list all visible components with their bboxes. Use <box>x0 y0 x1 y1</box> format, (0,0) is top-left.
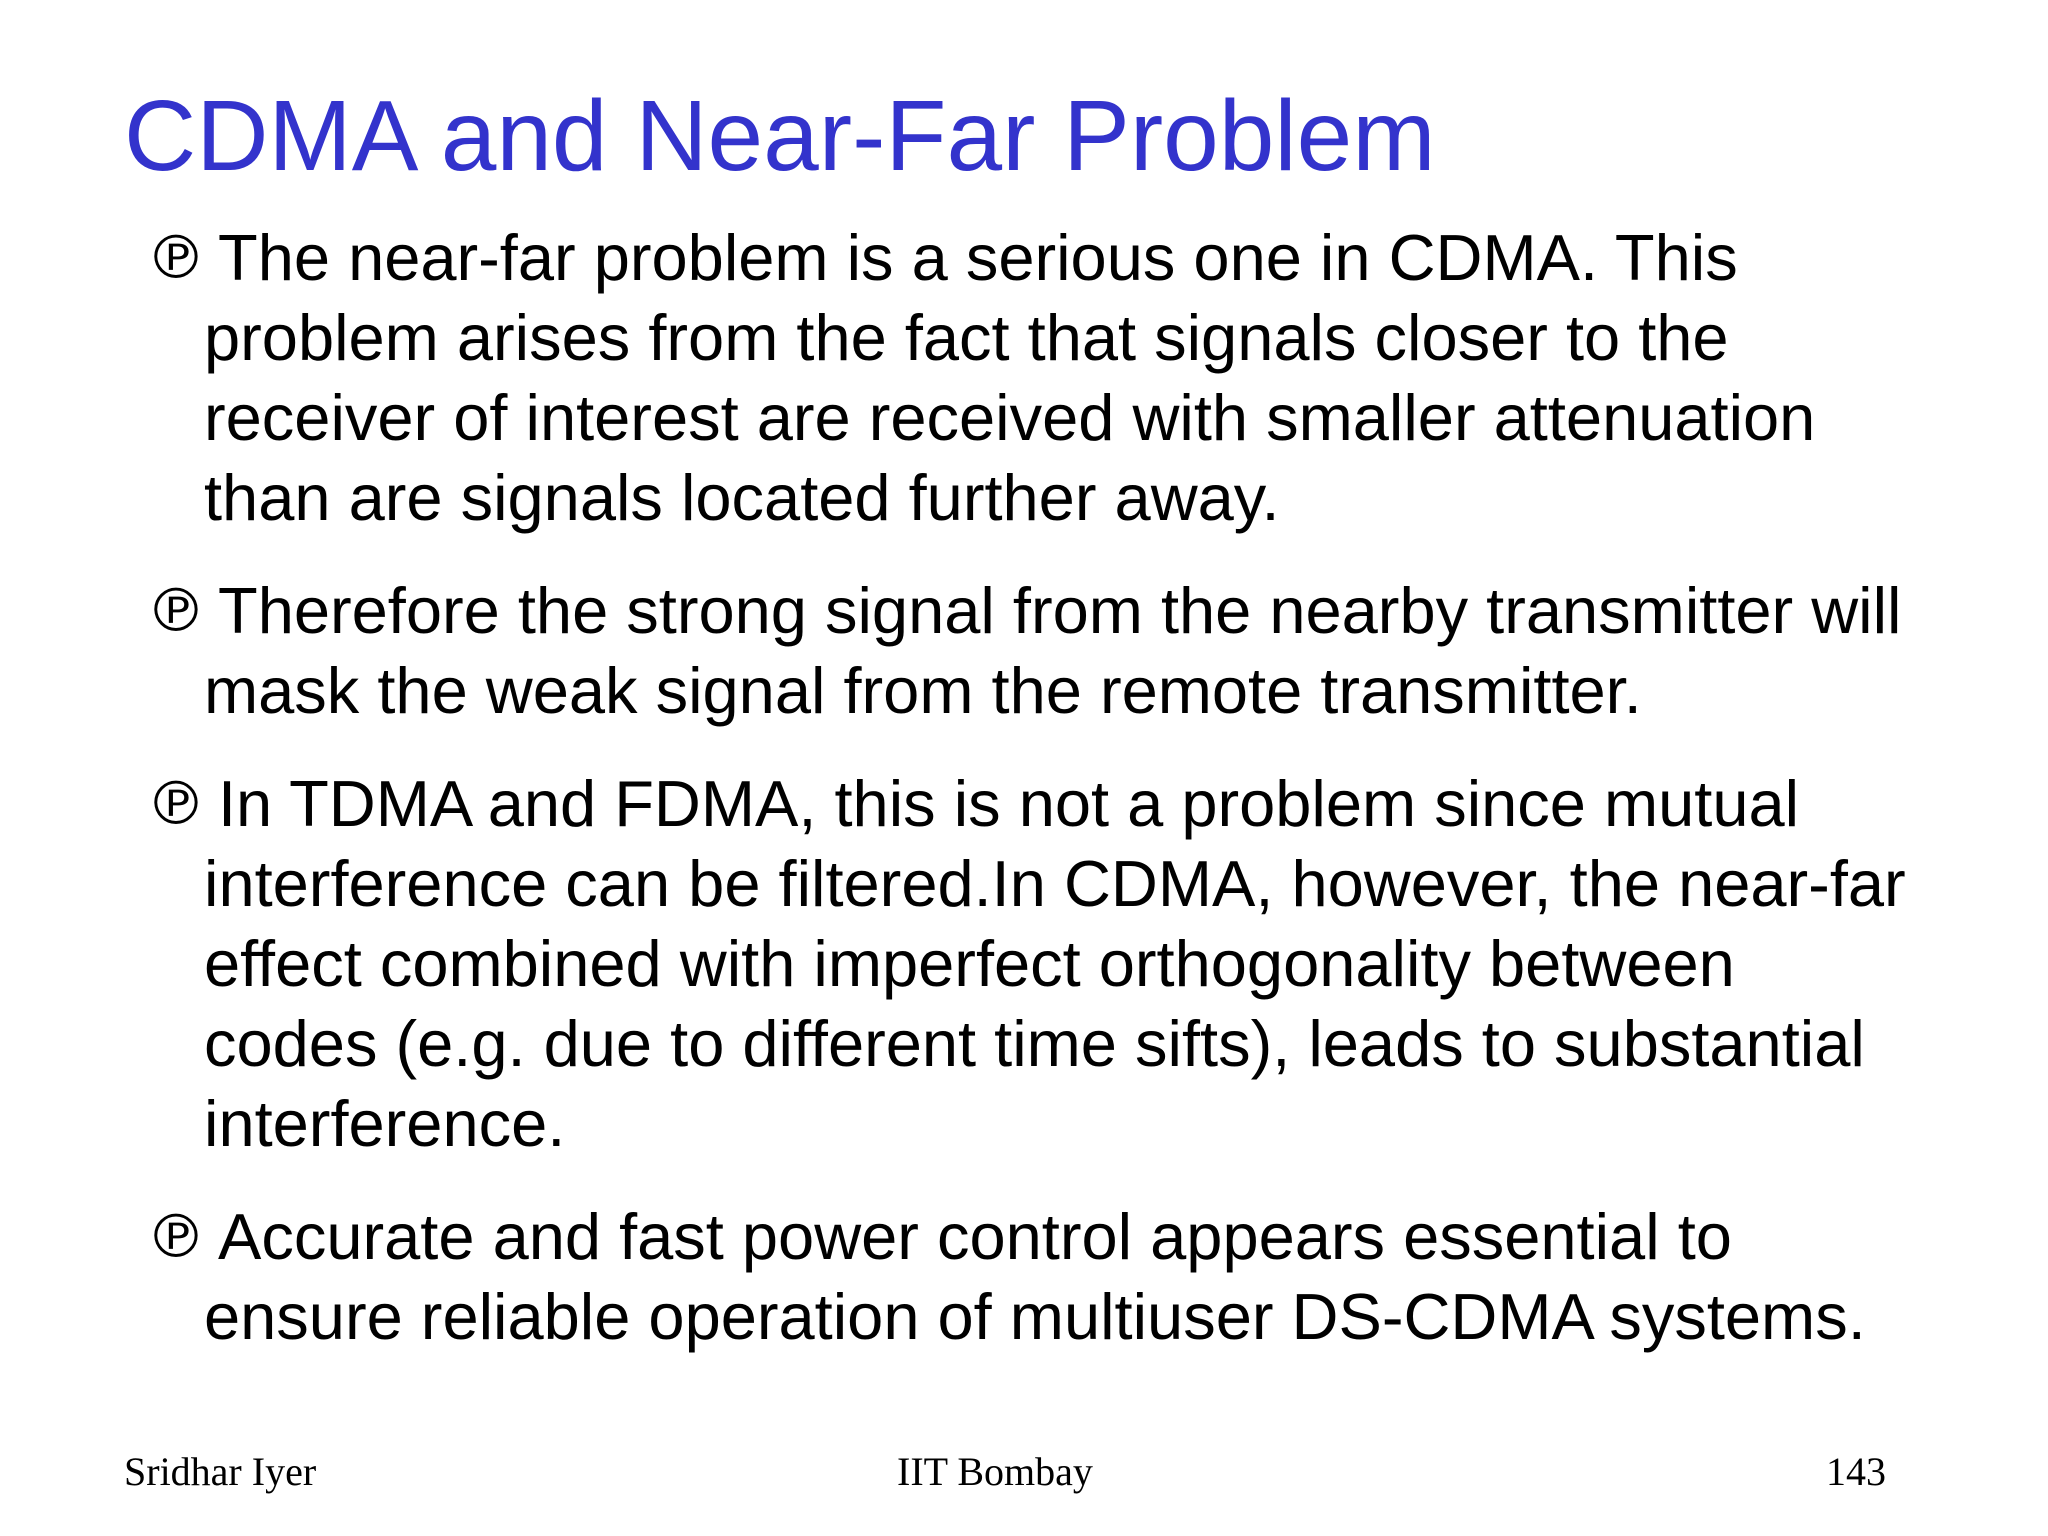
bullet-line: problem arises from the fact that signals closer to the <box>204 301 1729 374</box>
bullet-line: Therefore the strong signal from the nearby transmitter will <box>218 574 1902 647</box>
bullet-line: In TDMA and FDMA, this is not a problem since mutual <box>218 767 1800 840</box>
slide-title: CDMA and Near-Far Problem <box>124 80 1436 192</box>
bullet-line: ensure reliable operation of multiuser DS-CDMA systems. <box>204 1280 1866 1353</box>
bullet-marker-icon: ℗ <box>146 1202 206 1272</box>
bullet-text <box>204 571 1966 731</box>
footer-author: Sridhar Iyer <box>124 1449 317 1494</box>
bullet-line: Accurate and fast power control appears essential to <box>218 1200 1732 1273</box>
page-number: 143 <box>1826 1449 1886 1494</box>
bullet-text <box>204 218 1966 538</box>
bullet-line: effect combined with imperfect orthogonality between <box>204 927 1735 1000</box>
bullet-item <box>146 1197 1966 1357</box>
bullet-text <box>204 1197 1966 1357</box>
footer-institution: IIT Bombay <box>897 1449 1093 1494</box>
bullet-marker-icon: ℗ <box>146 576 206 646</box>
bullet-line: interference can be filtered.In CDMA, however, the near-far <box>204 847 1906 920</box>
bullet-marker-icon: ℗ <box>146 223 206 293</box>
bullet-marker-icon: ℗ <box>146 769 206 839</box>
bullet-line: mask the weak signal from the remote transmitter. <box>204 654 1642 727</box>
bullet-line: interference. <box>204 1087 566 1160</box>
bullet-text <box>204 764 1966 1164</box>
bullet-item <box>146 218 1966 538</box>
bullet-item <box>146 764 1966 1164</box>
bullet-line: than are signals located further away. <box>204 461 1280 534</box>
bullet-line: The near-far problem is a serious one in CDMA. This <box>218 221 1738 294</box>
bullet-line: receiver of interest are received with smaller attenuation <box>204 381 1816 454</box>
bullet-line: codes (e.g. due to different time sifts), leads to substantial <box>204 1007 1865 1080</box>
bullet-item <box>146 571 1966 731</box>
